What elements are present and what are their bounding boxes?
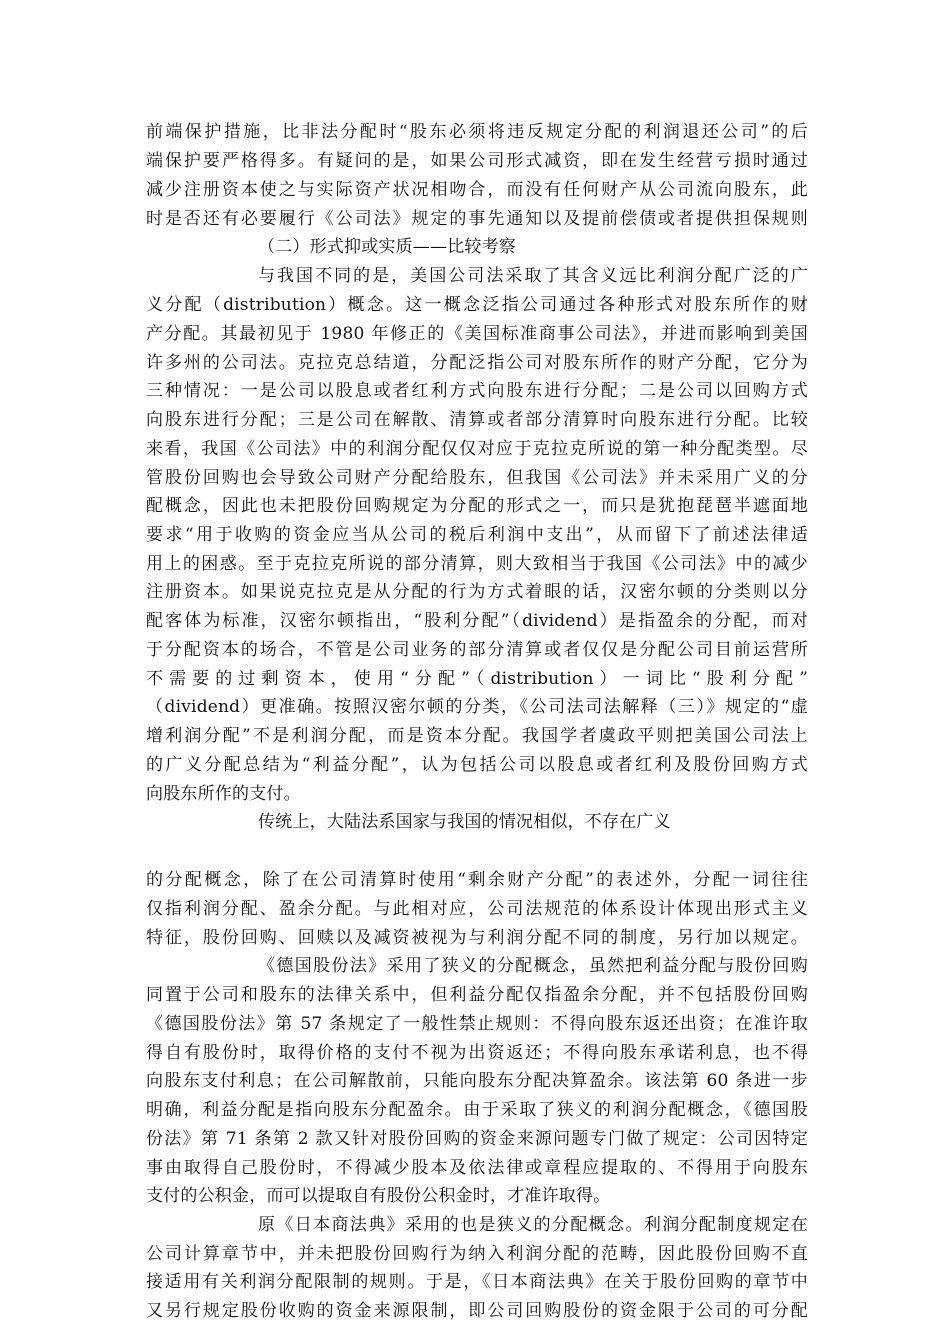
text-line: 公司计算章节中，并未把股份回购行为纳入利润分配的范畴，因此股份回购不直 [146, 1244, 808, 1264]
text-line: 传统上，大陆法系国家与我国的情况相似，不存在广义 [258, 812, 671, 832]
text-line: 份法》第 71 条第 2 款又针对股份回购的资金来源问题专门做了规定：公司因特定 [146, 1129, 808, 1149]
text-line: 用上的困惑。至于克拉克所说的部分清算，则大致相当于我国《公司法》中的减少 [146, 554, 808, 574]
text-line: 向股东支付利息；在公司解散前，只能向股东分配决算盈余。该法第 60 条进一步 [146, 1071, 808, 1091]
text-line: 要求“用于收购的资金应当从公司的税后利润中支出”，从而留下了前述法律适 [146, 525, 808, 545]
section-heading: （二）形式抑或实质——比较考察 [258, 237, 516, 257]
text-line: 管股份回购也会导致公司财产分配给股东，但我国《公司法》并未采用广义的分 [146, 468, 808, 488]
text-line: 的分配概念，除了在公司清算时使用“剩余财产分配”的表述外，分配一词往往 [146, 870, 808, 890]
text-line: 明确，利益分配是指向股东分配盈余。由于采取了狭义的利润分配概念，《德国股 [146, 1100, 808, 1120]
text-line: 义分配（distribution）概念。这一概念泛指公司通过各种形式对股东所作的财 [146, 295, 808, 315]
text-line: 向股东进行分配；三是公司在解散、清算或者部分清算时向股东进行分配。比较 [146, 410, 808, 430]
text-line: 《德国股份法》第 57 条规定了一般性禁止规则：不得向股东返还出资；在准许取 [146, 1014, 808, 1034]
text-line: 许多州的公司法。克拉克总结道，分配泛指公司对股东所作的财产分配，它分为 [146, 353, 808, 373]
text-line: 三种情况：一是公司以股息或者红利方式向股东进行分配；二是公司以回购方式 [146, 381, 808, 401]
text-line: 事由取得自己股份时，不得减少股本及依法律或章程应提取的、不得用于向股东 [146, 1158, 808, 1178]
text-line: 不需要的过剩资本，使用“分配”（distribution）一词比“股利分配” [146, 669, 808, 689]
text-line: （dividend）更准确。按照汉密尔顿的分类，《公司法司法解释（三）》规定的“虚 [146, 697, 808, 717]
text-line: 前端保护措施，比非法分配时“股东必须将违反规定分配的利润退还公司”的后 [146, 122, 808, 142]
text-line: 端保护要严格得多。有疑问的是，如果公司形式减资，即在发生经营亏损时通过 [146, 151, 808, 171]
text-line: 增利润分配”不是利润分配，而是资本分配。我国学者虞政平则把美国公司法上 [146, 726, 808, 746]
text-line: 向股东所作的支付。 [146, 784, 301, 804]
text-line: 得自有股份时，取得价格的支付不视为出资返还；不得向股东承诺利息，也不得 [146, 1043, 808, 1063]
text-line: 《德国股份法》采用了狭义的分配概念，虽然把利益分配与股份回购 [258, 956, 808, 976]
text-line: 特征，股份回购、回赎以及减资被视为与利润分配不同的制度，另行加以规定。 [146, 928, 808, 948]
text-line: 原《日本商法典》采用的也是狭义的分配概念。利润分配制度规定在 [258, 1215, 808, 1235]
text-line: 配概念，因此也未把股份回购规定为分配的形式之一，而只是犹抱琵琶半遮面地 [146, 496, 808, 516]
text-line: 的广义分配总结为“利益分配”，认为包括公司以股息或者红利及股份回购方式 [146, 755, 808, 775]
text-line: 减少注册资本使之与实际资产状况相吻合，而没有任何财产从公司流向股东，此 [146, 180, 808, 200]
text-line: 来看，我国《公司法》中的利润分配仅仅对应于克拉克所说的第一种分配类型。尽 [146, 439, 808, 459]
text-line: 配客体为标准，汉密尔顿指出，“股利分配”（dividend）是指盈余的分配，而对 [146, 611, 808, 631]
text-line: 注册资本。如果说克拉克是从分配的行为方式着眼的话，汉密尔顿的分类则以分 [146, 582, 808, 602]
text-line: 时是否还有必要履行《公司法》规定的事先通知以及提前偿债或者提供担保规则 [146, 209, 808, 229]
text-line: 产分配。其最初见于 1980 年修正的《美国标准商事公司法》，并进而影响到美国 [146, 324, 808, 344]
text-line: 于分配资本的场合，不管是公司业务的部分清算或者仅仅是分配公司目前运营所 [146, 640, 808, 660]
text-line: 同置于公司和股东的法律关系中，但利益分配仅指盈余分配，并不包括股份回购 [146, 985, 808, 1005]
text-line: 接适用有关利润分配限制的规则。于是，《日本商法典》在关于股份回购的章节中 [146, 1272, 808, 1292]
text-line: 仅指利润分配、盈余分配。与此相对应，公司法规范的体系设计体现出形式主义 [146, 899, 808, 919]
text-line: 与我国不同的是，美国公司法采取了其含义远比利润分配广泛的广 [258, 266, 808, 286]
text-line: 又另行规定股份收购的资金来源限制，即公司回购股份的资金限于公司的可分配 [146, 1301, 808, 1321]
text-line: 支付的公积金，而可以提取自有股份公积金时，才准许取得。 [146, 1186, 611, 1206]
